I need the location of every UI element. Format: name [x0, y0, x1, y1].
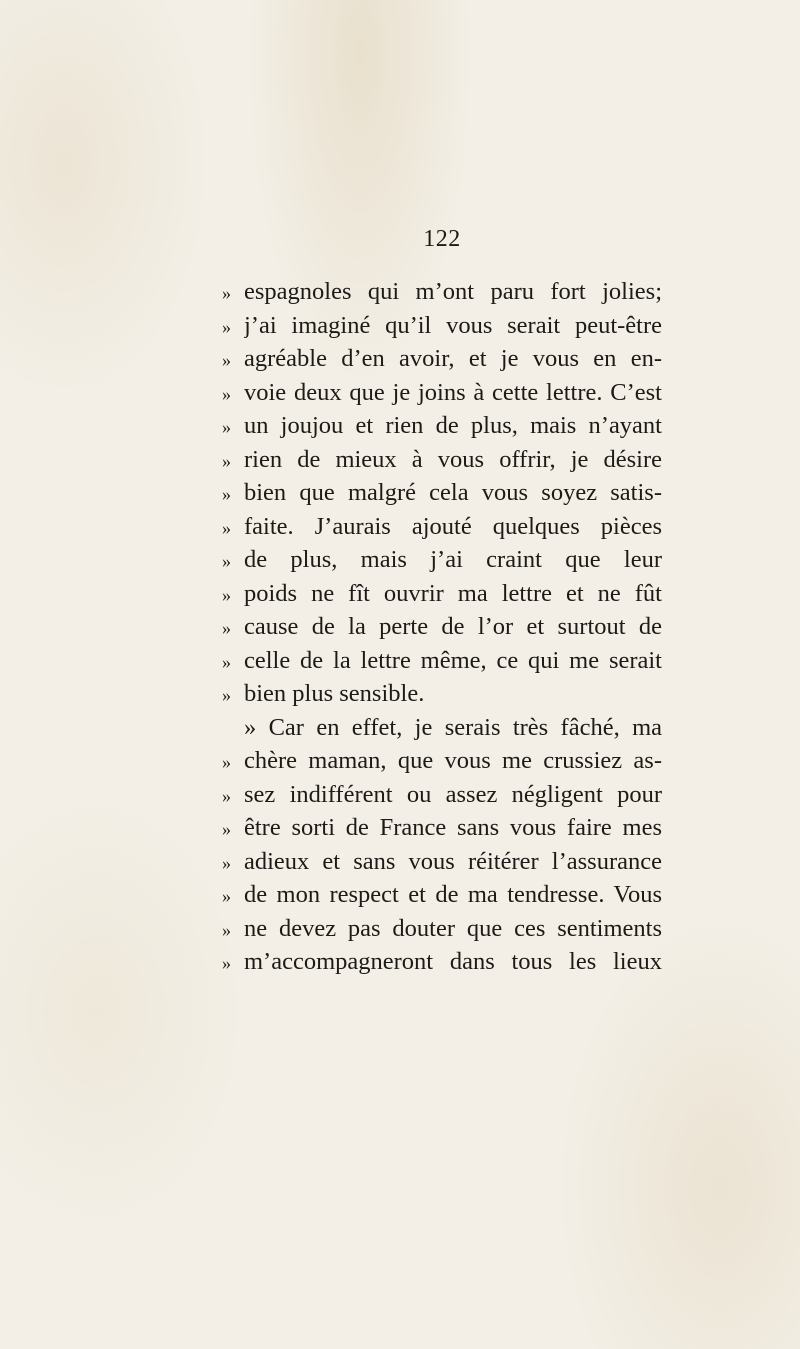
- quote-mark: »: [222, 450, 231, 471]
- text-line: [222, 309, 662, 343]
- quote-mark: »: [222, 618, 231, 638]
- text-line: [222, 510, 662, 544]
- quote-mark: »: [222, 316, 231, 337]
- line-text: de plus, mais j’ai craint que leur: [244, 546, 662, 573]
- line-text: poids ne fît ouvrir ma lettre et ne fût: [244, 579, 662, 607]
- line-text: cause de la perte de l’or et surtout de: [244, 613, 662, 640]
- line-text: » Car en effet, je serais très fâché, ma: [244, 713, 662, 741]
- quote-mark: »: [222, 752, 231, 772]
- line-text: de mon respect et de ma tendresse. Vous: [244, 881, 662, 908]
- text-line: [222, 845, 662, 879]
- line-text: bien plus sensible.: [244, 680, 425, 707]
- text-line: [222, 912, 662, 946]
- quote-mark: »: [222, 484, 231, 504]
- text-line: [222, 342, 662, 376]
- line-text: espagnoles qui m’ont paru fort jolies;: [244, 278, 662, 305]
- text-line: [222, 476, 662, 510]
- quote-mark: »: [222, 517, 231, 538]
- line-text: celle de la lettre même, ce qui me serait: [244, 646, 662, 674]
- line-text: chère maman, que vous me crussiez as-: [244, 747, 662, 774]
- text-line: [222, 543, 662, 577]
- quote-mark: »: [222, 551, 231, 571]
- quote-mark: »: [222, 785, 231, 806]
- line-text: agréable d’en avoir, et je vous en en-: [244, 345, 662, 372]
- line-text: sez indifférent ou assez négligent pour: [244, 780, 662, 808]
- line-text: m’accompagneront dans tous les lieux: [244, 948, 662, 975]
- text-line: [222, 275, 662, 309]
- quote-mark: »: [222, 584, 231, 605]
- text-line: [222, 577, 662, 611]
- quote-mark: »: [222, 886, 231, 906]
- text-line: [222, 644, 662, 678]
- letter-text-block: [222, 275, 662, 979]
- quote-mark: »: [222, 651, 231, 672]
- line-text: adieux et sans vous réitérer l’assurance: [244, 847, 662, 875]
- text-line: [222, 744, 662, 778]
- quote-mark: »: [222, 953, 231, 973]
- line-text: un joujou et rien de plus, mais n’ayant: [244, 412, 662, 439]
- line-text: bien que malgré cela vous soyez satis-: [244, 479, 662, 506]
- text-line: [222, 443, 662, 477]
- quote-mark: »: [222, 819, 231, 839]
- text-line: [222, 811, 662, 845]
- quote-mark: »: [222, 852, 231, 873]
- quote-mark: »: [222, 685, 231, 705]
- line-text: rien de mieux à vous offrir, je désire: [244, 445, 662, 473]
- page-number: 122: [423, 226, 461, 252]
- line-text: faite. J’aurais ajouté quelques pièces: [244, 512, 662, 540]
- text-line: [222, 878, 662, 912]
- line-text: être sorti de France sans vous faire mes: [244, 814, 662, 841]
- line-text: ne devez pas douter que ces sentiments: [244, 914, 662, 942]
- text-line: [222, 778, 662, 812]
- line-text: voie deux que je joins à cette lettre. C’est: [244, 378, 662, 406]
- text-line: [222, 945, 662, 979]
- text-line: [222, 376, 662, 410]
- quote-mark: »: [222, 350, 231, 370]
- paragraph-start-line: [222, 711, 662, 745]
- text-line: [222, 409, 662, 443]
- text-line: [222, 610, 662, 644]
- quote-mark: »: [222, 383, 231, 404]
- quote-mark: »: [222, 417, 231, 437]
- line-text: j’ai imaginé qu’il vous serait peut-être: [244, 311, 662, 339]
- quote-mark: »: [222, 919, 231, 940]
- quote-mark: »: [222, 283, 231, 303]
- text-line: [222, 677, 662, 711]
